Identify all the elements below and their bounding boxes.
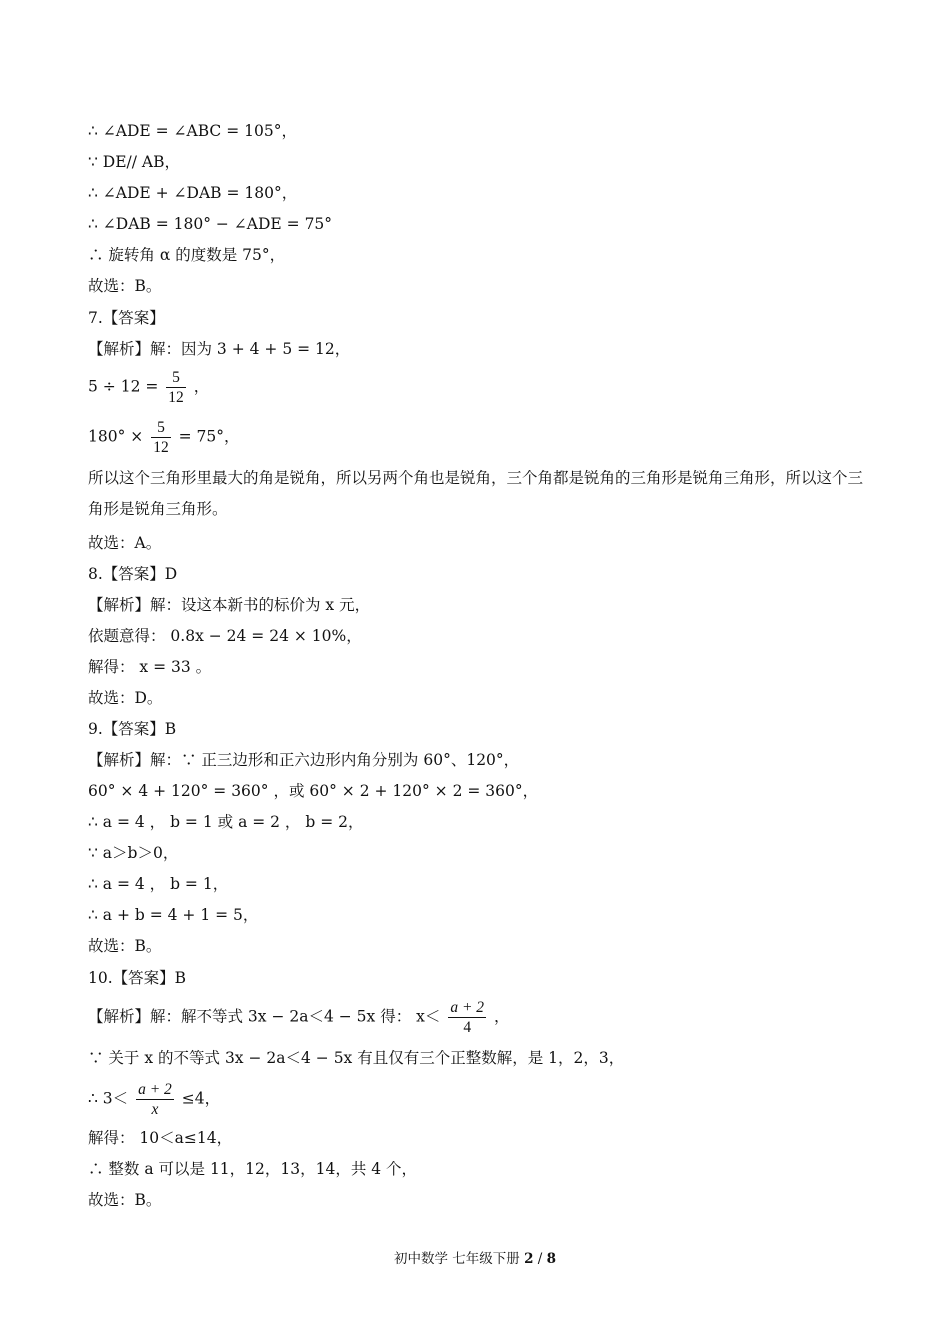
- text-line: 故选：A。: [88, 534, 162, 552]
- fraction-numerator: 5: [151, 418, 171, 438]
- equation-rhs: ，: [193, 377, 210, 396]
- question-heading: 9.【答案】B: [88, 720, 177, 738]
- text-line: 60° × 4 + 120° = 360° ，或 60° × 2 + 120° × 2 = 360°，: [88, 782, 539, 800]
- fraction: [448, 998, 486, 1037]
- question-heading: 7.【答案】: [88, 309, 165, 327]
- equation-rhs: = 75°，: [178, 427, 240, 446]
- text-line: ∴ ∠ADE = ∠ABC = 105°，: [88, 122, 297, 140]
- equation-lhs: 180° ×: [88, 427, 144, 446]
- text-line: 故选：B。: [88, 937, 162, 955]
- fraction: [166, 368, 186, 407]
- fraction: [151, 418, 171, 457]
- text-line: ∴ 整数 a 可以是 11，12，13，14，共 4 个，: [88, 1160, 418, 1178]
- text-line: ∴ ∠DAB = 180° − ∠ADE = 75°: [88, 215, 333, 233]
- text-line: ∴ ∠ADE + ∠DAB = 180°，: [88, 184, 298, 202]
- equation-rhs: ≤4，: [181, 1089, 221, 1108]
- text-line: 解得： x = 33 。: [88, 658, 212, 676]
- text-paragraph: 所以这个三角形里最大的角是锐角，所以另两个角也是锐角，三个角都是锐角的三角形是锐角三角形，所以这个三角形是锐角三角形。: [88, 469, 864, 518]
- text-line: 故选：D。: [88, 689, 163, 707]
- text-line: 解得： 10＜a≤14，: [88, 1129, 233, 1147]
- equation-lhs: ∴ 3＜: [88, 1089, 129, 1108]
- question-heading: 8.【答案】D: [88, 565, 178, 583]
- fraction-denominator: 12: [168, 389, 184, 406]
- fraction-numerator: a + 2: [450, 999, 485, 1016]
- equation-line: [88, 418, 240, 457]
- fraction: [136, 1080, 174, 1119]
- text-line: 【解析】解：设这本新书的标价为 x 元，: [88, 596, 371, 614]
- text-line: ∴ a = 4 ， b = 1 或 a = 2 ， b = 2，: [88, 813, 364, 831]
- equation-line: [88, 368, 209, 407]
- equation-rhs: ，: [493, 1007, 510, 1026]
- page-total: 8: [546, 1251, 557, 1267]
- text-line: 故选：B。: [88, 1191, 162, 1209]
- text-line: ∵ a＞b＞0，: [88, 844, 179, 862]
- text-line: 【解析】解：因为 3 + 4 + 5 = 12，: [88, 340, 351, 358]
- equation-lhs: 【解析】解：解不等式 3x − 2a＜4 − 5x 得： x＜: [88, 1007, 441, 1026]
- page-footer: [0, 1250, 950, 1268]
- fraction-denominator: 4: [463, 1019, 472, 1036]
- equation-line: [88, 1080, 220, 1119]
- text-line: ∵ DE// AB，: [88, 153, 180, 171]
- fraction-numerator: a + 2: [138, 1081, 172, 1098]
- text-line: 依题意得： 0.8x − 24 = 24 × 10%，: [88, 627, 362, 645]
- text-line: 故选：B。: [88, 277, 162, 295]
- fraction-numerator: 5: [166, 368, 186, 388]
- equation-line: [88, 998, 510, 1037]
- equation-lhs: 5 ÷ 12 =: [88, 377, 159, 396]
- fraction-denominator: 12: [153, 439, 169, 456]
- fraction-denominator: x: [151, 1101, 159, 1118]
- text-line: ∴ a + b = 4 + 1 = 5，: [88, 906, 259, 924]
- page-separator: /: [537, 1251, 543, 1267]
- text-line: ∴ 旋转角 α 的度数是 75°，: [88, 246, 286, 264]
- text-line: ∵ 关于 x 的不等式 3x − 2a＜4 − 5x 有且仅有三个正整数解，是 1，2，3，: [88, 1049, 625, 1067]
- text-line: ∴ a = 4 ， b = 1，: [88, 875, 229, 893]
- footer-subject: 初中数学 七年级下册: [393, 1251, 520, 1267]
- page-number: 2: [524, 1251, 534, 1267]
- question-heading: 10.【答案】B: [88, 969, 187, 987]
- text-line: 【解析】解：∵ 正三边形和正六边形内角分别为 60°、120°，: [88, 751, 520, 769]
